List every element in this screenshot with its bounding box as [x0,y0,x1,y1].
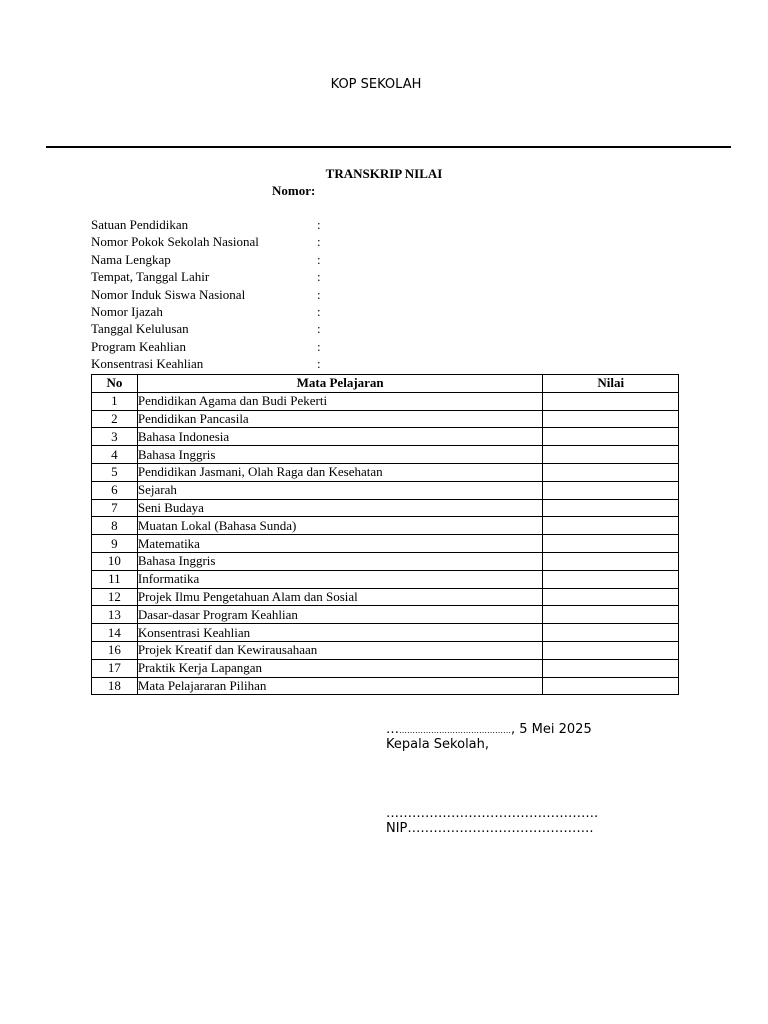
field-colon: : [317,251,321,267]
field-colon: : [317,286,321,302]
row-no: 5 [92,463,138,481]
field-colon: : [317,217,321,232]
field-nomor-ijazah [91,303,351,320]
row-no: 11 [92,570,138,588]
row-value [543,588,679,606]
row-no: 13 [92,606,138,624]
field-label: Nomor Pokok Sekolah Nasional [91,234,259,250]
row-subject: Pendidikan Agama dan Budi Pekerti [137,392,543,410]
field-colon: : [317,269,321,285]
row-subject: Sejarah [137,481,543,499]
row-no: 8 [92,517,138,535]
header-divider [46,146,731,148]
row-value [543,517,679,535]
row-value [543,677,679,695]
field-label: Program Keahlian [91,338,186,354]
row-value [543,463,679,481]
grades-table [91,374,679,695]
row-no: 10 [92,552,138,570]
field-label: Nomor Induk Siswa Nasional [91,286,246,302]
field-npsn [91,233,351,250]
table-row [92,624,679,642]
field-nama-lengkap [91,251,351,268]
table-row [92,446,679,464]
row-subject: Bahasa Inggris [137,552,543,570]
row-no: 12 [92,588,138,606]
table-row [92,535,679,553]
field-colon: : [317,234,321,250]
row-no: 14 [92,624,138,642]
row-subject: Muatan Lokal (Bahasa Sunda) [137,517,543,535]
row-no: 6 [92,481,138,499]
row-subject: Konsentrasi Keahlian [137,624,543,642]
signature-role: Kepala Sekolah, [386,737,490,752]
date-text: , 5 Mei 2025 [511,722,592,737]
row-value [543,481,679,499]
field-tanggal-kelulusan [91,320,351,337]
row-no: 7 [92,499,138,517]
date-dots: …………………………………… [399,726,511,735]
field-colon: : [317,338,321,354]
row-subject: Pendidikan Pancasila [137,410,543,428]
row-value [543,428,679,446]
field-label: Nama Lengkap [91,251,171,267]
row-subject: Praktik Kerja Lapangan [137,659,543,677]
row-no: 17 [92,659,138,677]
row-no: 4 [92,446,138,464]
field-label: Konsentrasi Keahlian [91,356,204,372]
row-subject: Bahasa Inggris [137,446,543,464]
row-value [543,659,679,677]
field-label: Satuan Pendidikan [91,217,189,232]
table-row [92,499,679,517]
row-subject: Mata Pelajararan Pilihan [137,677,543,695]
date-prefix: … [386,722,399,737]
row-subject: Bahasa Indonesia [137,428,543,446]
field-colon: : [317,356,321,372]
row-value [543,392,679,410]
row-subject: Seni Budaya [137,499,543,517]
table-row [92,570,679,588]
row-value [543,641,679,659]
field-colon: : [317,303,321,319]
table-row [92,606,679,624]
student-info-fields [91,216,351,373]
row-subject: Informatika [137,570,543,588]
field-tempat-tanggal-lahir [91,268,351,285]
row-no: 2 [92,410,138,428]
table-row [92,517,679,535]
row-subject: Pendidikan Jasmani, Olah Raga dan Kesehatan [137,463,543,481]
row-value [543,624,679,642]
row-no: 18 [92,677,138,695]
table-row [92,588,679,606]
row-value [543,446,679,464]
row-subject: Matematika [137,535,543,553]
table-row [92,392,679,410]
document-title: TRANSKRIP NILAI [325,166,443,181]
header-mata-pelajaran: Mata Pelajaran [137,375,543,393]
row-value [543,499,679,517]
field-label: Nomor Ijazah [91,303,163,319]
field-colon: : [317,321,321,337]
field-label: Tanggal Kelulusan [91,321,189,337]
row-subject: Projek Kreatif dan Kewirausahaan [137,641,543,659]
field-label: Tempat, Tanggal Lahir [91,269,210,285]
field-program-keahlian [91,338,351,355]
table-row [92,552,679,570]
row-subject: Dasar-dasar Program Keahlian [137,606,543,624]
row-value [543,410,679,428]
field-konsentrasi-keahlian [91,355,351,372]
table-row [92,481,679,499]
signature-nip-line: NIP……………………………………. [386,821,594,836]
table-row [92,659,679,677]
row-no: 9 [92,535,138,553]
field-nisn [91,286,351,303]
table-row [92,410,679,428]
table-row [92,641,679,659]
kop-sekolah: KOP SEKOLAH [330,77,422,92]
field-satuan-pendidikan [91,216,351,233]
signature-name-line: …………………………………………. [386,806,599,821]
signature-date-line [386,722,592,737]
row-no: 1 [92,392,138,410]
row-value [543,570,679,588]
table-row [92,677,679,695]
row-value [543,606,679,624]
table-row [92,428,679,446]
row-subject: Projek Ilmu Pengetahuan Alam dan Sosial [137,588,543,606]
nomor-label: Nomor: [272,183,316,198]
row-value [543,535,679,553]
header-no: No [92,375,138,393]
row-no: 16 [92,641,138,659]
header-nilai: Nilai [543,375,679,393]
table-row [92,463,679,481]
row-value [543,552,679,570]
row-no: 3 [92,428,138,446]
table-header-row [92,375,679,393]
